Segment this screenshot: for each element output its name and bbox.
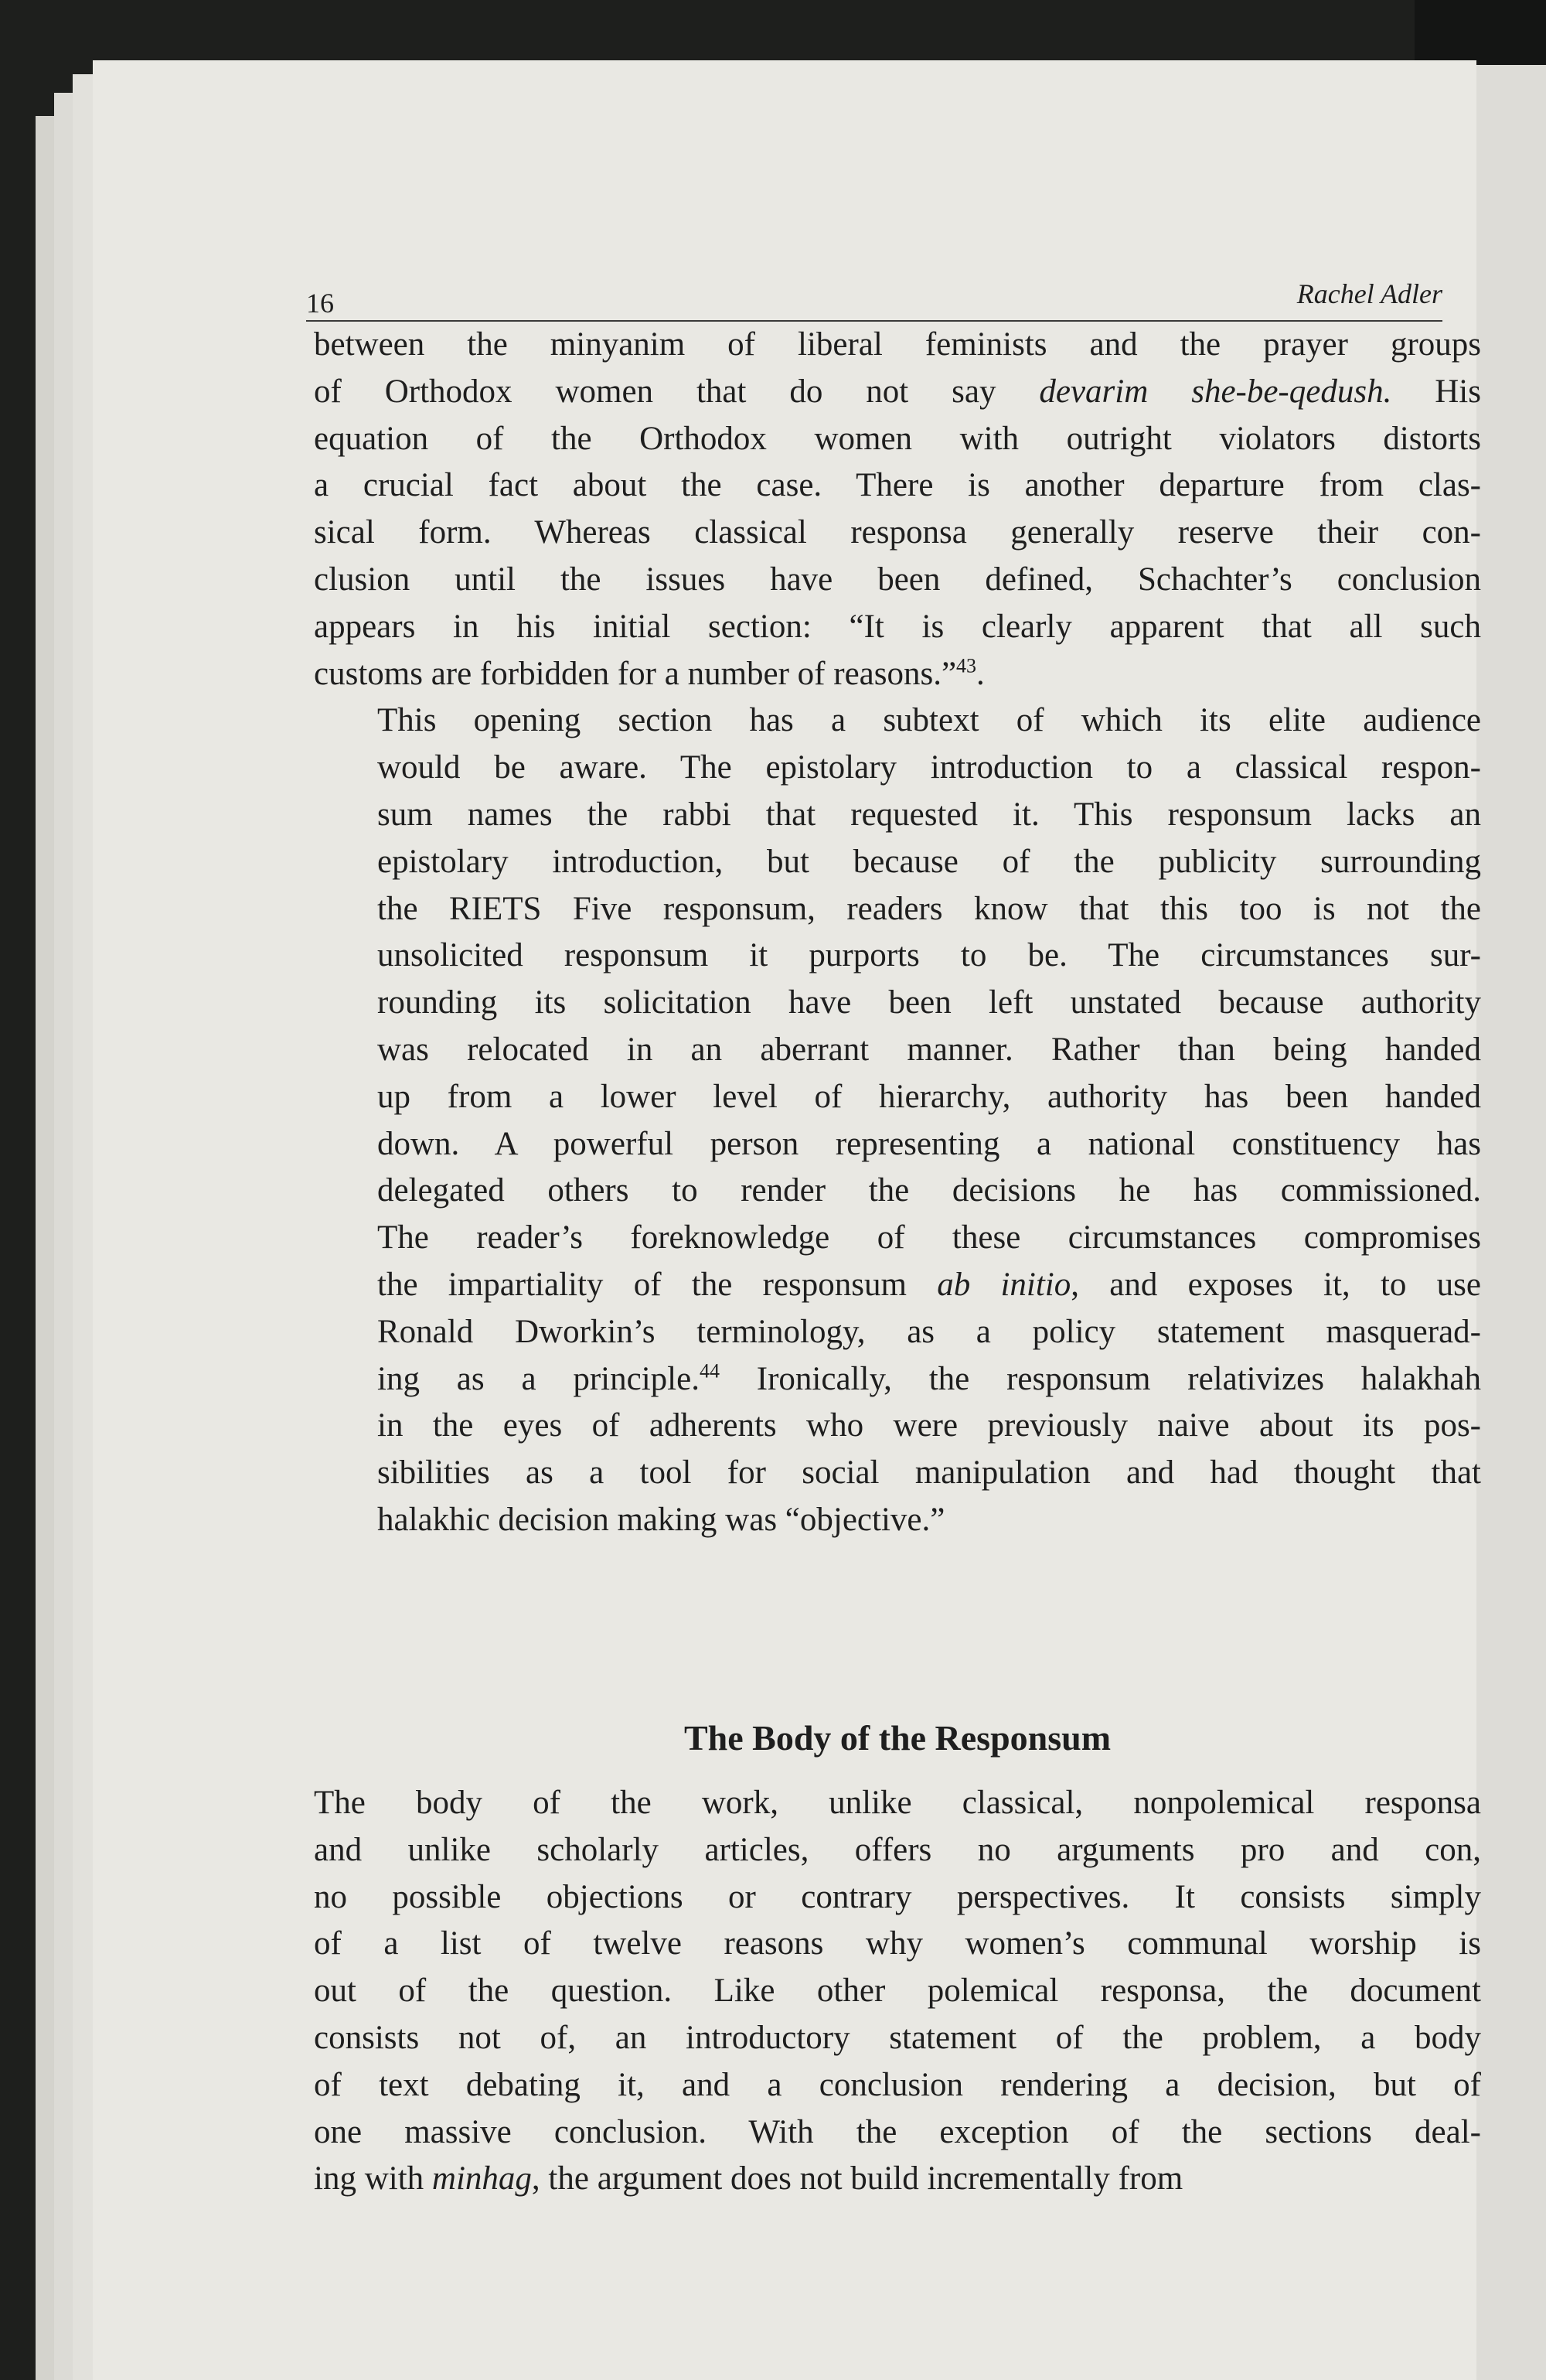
text-line bbox=[314, 839, 1481, 886]
line-text: a crucial fact about the case. There is another departure from clas- bbox=[314, 467, 1481, 504]
line-text: clusion until the issues have been defined, Schachter’s conclusion bbox=[314, 561, 1481, 598]
text-line bbox=[314, 1262, 1481, 1309]
line-text: The reader’s foreknowledge of these circumstances compromises bbox=[377, 1219, 1481, 1256]
body-text-bottom bbox=[314, 1780, 1481, 2203]
text-line bbox=[314, 557, 1481, 604]
italic-term: ab initio bbox=[937, 1266, 1071, 1303]
line-text: consists not of, an introductory statement of the problem, a body bbox=[314, 2019, 1481, 2056]
text-line bbox=[314, 2156, 1481, 2203]
text-line bbox=[314, 1027, 1481, 1074]
line-text: of text debating it, and a conclusion rendering a decision, but of bbox=[314, 2066, 1481, 2103]
text-line bbox=[314, 980, 1481, 1027]
line-text: delegated others to render the decisions he has commissioned. bbox=[377, 1172, 1481, 1209]
line-text: no possible objections or contrary perspectives. It consists simply bbox=[314, 1878, 1481, 1915]
line-text: appears in his initial section: “It is clearly apparent that all such bbox=[314, 608, 1481, 645]
text-line bbox=[314, 510, 1481, 557]
body-text-top bbox=[314, 322, 1481, 1544]
line-text-continued: , and exposes it, to use bbox=[1071, 1266, 1481, 1303]
line-text: down. A powerful person representing a national constituency has bbox=[377, 1125, 1481, 1162]
text-line bbox=[314, 604, 1481, 651]
text-line bbox=[314, 1827, 1481, 1874]
italic-term: devarim she-be-qedush. bbox=[1039, 373, 1392, 410]
line-text: The body of the work, unlike classical, nonpolemical responsa bbox=[314, 1785, 1481, 1821]
text-line bbox=[314, 886, 1481, 933]
line-text: up from a lower level of hierarchy, authority has been handed bbox=[377, 1078, 1481, 1115]
text-line bbox=[314, 1215, 1481, 1262]
running-head-author: Rachel Adler bbox=[1296, 278, 1442, 309]
text-line bbox=[314, 2109, 1481, 2157]
running-head bbox=[306, 243, 1442, 322]
text-line bbox=[314, 1497, 1481, 1544]
line-text: one massive conclusion. With the exception of the sections deal- bbox=[314, 2113, 1481, 2150]
line-text: Ronald Dworkin’s terminology, as a policy statement masquerad- bbox=[377, 1313, 1481, 1350]
line-text: unsolicited responsum it purports to be. The circumstances sur- bbox=[377, 937, 1481, 974]
line-text: sical form. Whereas classical responsa generally reserve their con- bbox=[314, 514, 1481, 551]
line-text: was relocated in an aberrant manner. Rather than being handed bbox=[377, 1031, 1481, 1068]
text-line bbox=[314, 792, 1481, 839]
text-line bbox=[314, 745, 1481, 792]
line-text: out of the question. Like other polemical responsa, the document bbox=[314, 1973, 1481, 2010]
line-text: ing as a principle. bbox=[377, 1360, 700, 1397]
text-line bbox=[314, 416, 1481, 463]
text-line bbox=[314, 1403, 1481, 1450]
line-text: epistolary introduction, but because of the publicity surrounding bbox=[377, 843, 1481, 880]
text-line bbox=[314, 1309, 1481, 1356]
line-text: rounding its solicitation have been left unstated because authority bbox=[377, 984, 1481, 1021]
line-text: ing with bbox=[314, 2160, 432, 2198]
text-line bbox=[314, 2015, 1481, 2062]
footnote-marker[interactable]: 43 bbox=[956, 654, 977, 677]
paragraph bbox=[314, 697, 1481, 1543]
text-line bbox=[314, 933, 1481, 980]
text-line bbox=[314, 651, 1481, 698]
paragraph bbox=[314, 322, 1481, 697]
line-text: would be aware. The epistolary introduction to a classical respon- bbox=[377, 749, 1481, 786]
text-line bbox=[314, 1168, 1481, 1215]
line-text: This opening section has a subtext of which its elite audience bbox=[377, 702, 1481, 739]
line-text: the impartiality of the responsum bbox=[377, 1266, 938, 1303]
line-text-continued: Ironically, the responsum relativizes halakhah bbox=[719, 1360, 1481, 1397]
text-line bbox=[314, 1450, 1481, 1497]
text-line bbox=[314, 322, 1481, 369]
text-line bbox=[314, 1968, 1481, 2015]
line-text: and unlike scholarly articles, offers no arguments pro and con, bbox=[314, 1831, 1481, 1868]
line-text-continued: , the argument does not build incrementally from bbox=[531, 2160, 1183, 2198]
text-line bbox=[314, 1074, 1481, 1121]
text-line bbox=[314, 369, 1481, 416]
text-line bbox=[314, 1921, 1481, 1968]
text-line bbox=[314, 1121, 1481, 1168]
text-line bbox=[314, 1780, 1481, 1827]
line-text-continued: . bbox=[976, 655, 985, 692]
paragraph bbox=[314, 1780, 1481, 2203]
italic-term: minhag bbox=[431, 2160, 532, 2198]
text-line bbox=[314, 697, 1481, 745]
book-page bbox=[93, 60, 1481, 2380]
text-line bbox=[314, 462, 1481, 510]
line-text: halakhic decision making was “objective.” bbox=[377, 1501, 945, 1538]
text-line bbox=[314, 2062, 1481, 2109]
text-line bbox=[314, 1356, 1481, 1403]
page-number: 16 bbox=[306, 288, 334, 319]
section-heading: The Body of the Responsum bbox=[683, 1718, 1112, 1758]
line-text: sibilities as a tool for social manipulation and had thought that bbox=[377, 1454, 1481, 1492]
line-text: sum names the rabbi that requested it. This responsum lacks an bbox=[377, 796, 1481, 833]
line-text: equation of the Orthodox women with outright violators distorts bbox=[314, 420, 1481, 457]
line-text: between the minyanim of liberal feminists and the prayer groups bbox=[314, 326, 1481, 363]
footnote-marker[interactable]: 44 bbox=[699, 1359, 720, 1383]
line-text: the RIETS Five responsum, readers know that this too is not the bbox=[377, 890, 1481, 927]
line-text-continued: His bbox=[1391, 373, 1481, 410]
line-text: of Orthodox women that do not say bbox=[314, 373, 1040, 410]
text-line bbox=[314, 1874, 1481, 1921]
line-text: in the eyes of adherents who were previously naive about its pos- bbox=[377, 1407, 1481, 1444]
line-text: customs are forbidden for a number of reasons.” bbox=[314, 655, 957, 692]
line-text: of a list of twelve reasons why women’s communal worship is bbox=[314, 1925, 1481, 1962]
